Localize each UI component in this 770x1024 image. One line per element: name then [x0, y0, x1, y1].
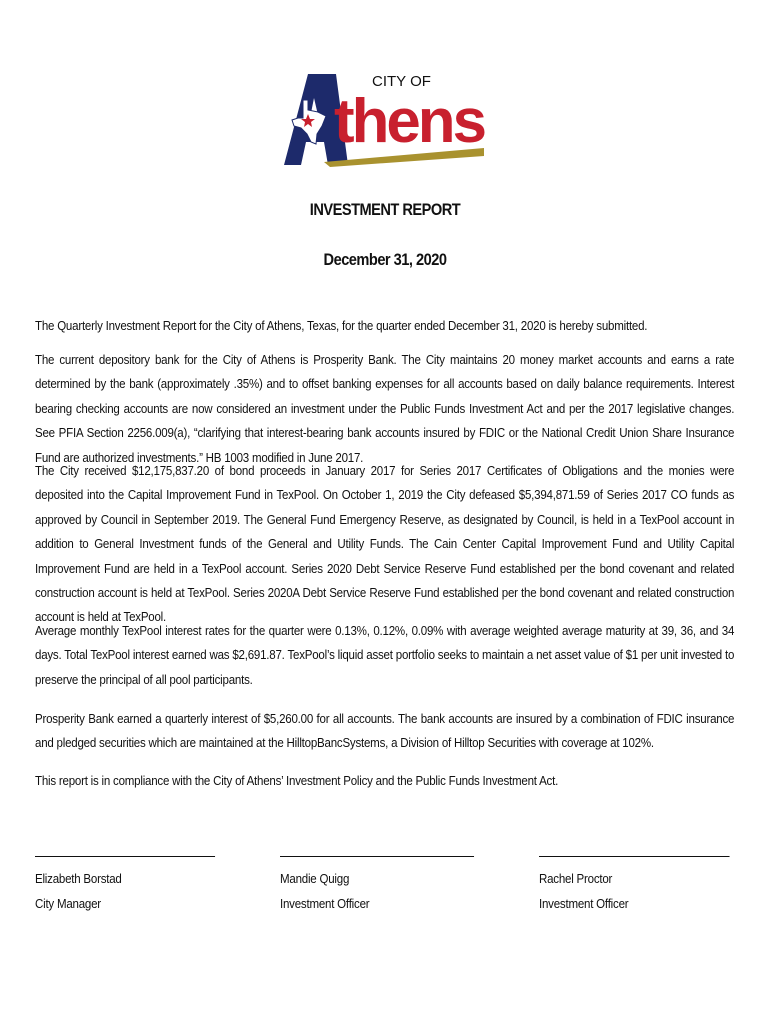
report-title: INVESTMENT REPORT: [309, 200, 461, 219]
paragraph-compliance: This report is in compliance with the City of Athens’ Investment Policy and the Public Funds Investment Act.: [35, 773, 559, 788]
report-date: December 31, 2020: [323, 250, 447, 269]
signature-line: [35, 850, 215, 857]
paragraph-intro: The Quarterly Investment Report for the City of Athens, Texas, for the quarter ended December 31, 2020 is hereby submitted.: [35, 318, 648, 333]
signer-name: Elizabeth Borstad: [35, 871, 122, 886]
logo-city-of: CITY OF: [372, 73, 431, 90]
signer-name: Rachel Proctor: [539, 871, 613, 886]
signature-block: [35, 850, 215, 916]
paragraph-bond-proceeds: The City received $12,175,837.20 of bond proceeds in January 2017 for Series 2017 Certificates of Obligations and the monies were deposited into the Capital Improvement Fund in TexPool. On October 1, 2019 the City defeased $5,394,871.59 of Series 2017 CO funds as approved by Council in September 2019. The General Fund Emergency Reserve, as designated by Council, is held in a TexPool account in addition to General Investment funds of the General and Utility Funds. The Cain Center Capital Improvement Fund and Utility Capital Improvement Fund are held in a TexPool account. Series 2020 Debt Service Reserve Fund established per the bond covenant and related construction account is held at TexPool. Series 2020A Debt Service Reserve Fund established per the bond covenant and related construction account is held at TexPool.: [35, 463, 735, 625]
signature-line: [280, 850, 474, 857]
signature-block: [539, 850, 730, 916]
paragraph-depository: The current depository bank for the City of Athens is Prosperity Bank. The City maintains 20 money market accounts and earns a rate determined by the bank (approximately .35%) and to offset banking expenses for all accounts based on daily balance requirements. Interest bearing checking accounts are now considered an investment under the Public Funds Investment Act and per the 2017 legislative changes. See PFIA Section 2256.009(a), “clarifying that interest-bearing bank accounts insured by FDIC or the National Credit Union Share Insurance Fund are authorized investments.” HB 1003 modified in June 2017.: [35, 352, 735, 465]
signature-line: [539, 850, 730, 857]
signature-block: [280, 850, 474, 916]
signer-name: Mandie Quigg: [280, 871, 350, 886]
signer-title: Investment Officer: [539, 895, 629, 911]
signer-title: City Manager: [35, 895, 101, 911]
paragraph-prosperity-interest: Prosperity Bank earned a quarterly interest of $5,260.00 for all accounts. The bank accounts are insured by a combination of FDIC insurance and pledged securities which are maintained at the HilltopBancSystems, a Division of Hilltop Securities with coverage at 102%.: [35, 711, 735, 751]
logo-thens: thens: [334, 87, 485, 156]
signer-title: Investment Officer: [280, 895, 370, 911]
paragraph-texpool-rates: Average monthly TexPool interest rates for the quarter were 0.13%, 0.12%, 0.09% with average weighted average maturity at 39, 36, and 34 days. Total TexPool interest earned was $2,691.87. TexPool’s liquid asset portfolio seeks to maintain a net asset value of $1 per unit invested to preserve the principal of all pool participants.: [35, 623, 735, 687]
city-logo: [284, 70, 486, 170]
athens-logo-graphic: [284, 70, 486, 170]
